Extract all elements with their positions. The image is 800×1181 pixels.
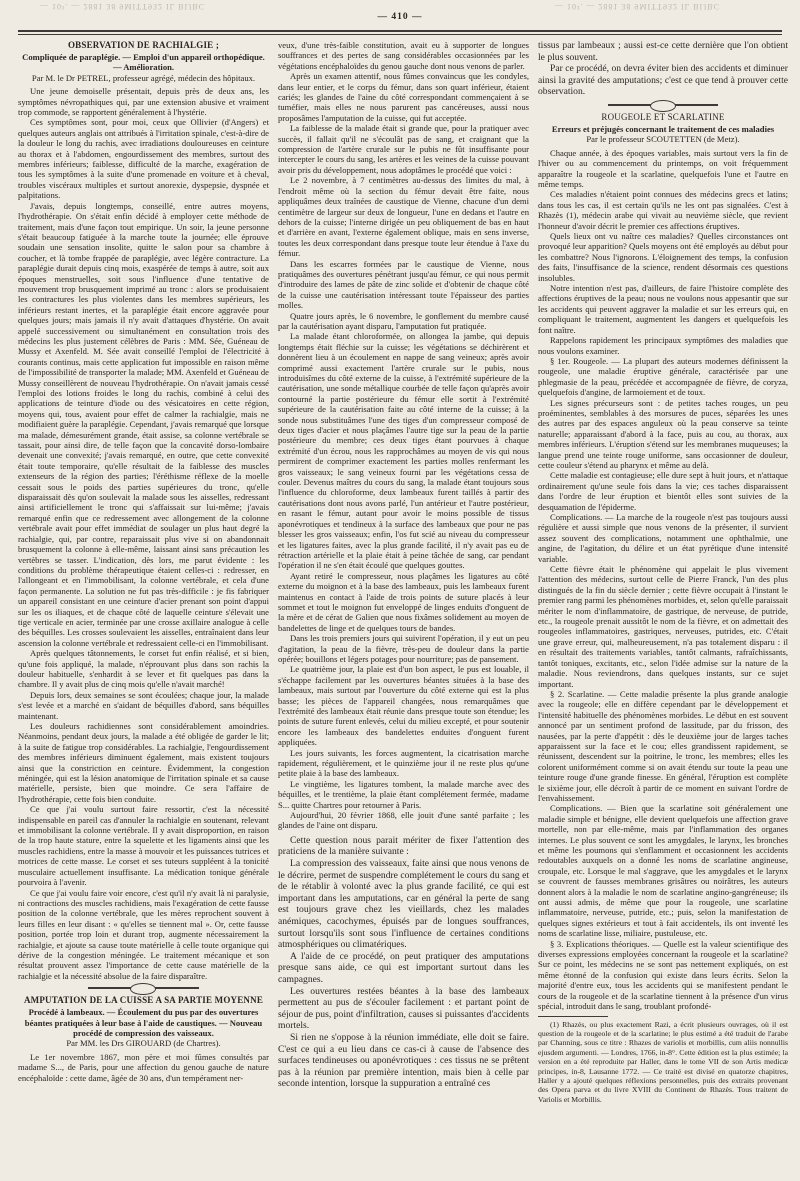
paragraph: Rappelons rapidement les principaux symptômes des maladies que nous voulons examiner. [538,335,788,356]
paragraph: Le 2 novembre, à 7 centimètres au-dessus des limites du mal, à l'endroit même où la section du fémur devait être faite, nous appliquâmes deux traînées de caustique de Vienne, chacune d'un demi centimètre de largeur sur deux de longueur, l'une en dedans et l'autre en dehors de la cuisse; l'interne dirigée un peu obliquement de bas en haut et d'arrière en avant, l'externe également oblique, mais en sens inverse, toutes les deux correspondant dans presque toute leur étendue à l'axe du fémur. [278,175,529,259]
paragraph: veux, d'une très-faible constitution, avait eu à supporter de longues souffrances et des pertes de sang considérables occasionnées par les végétations encéphaloïdes du genou gauche dont nous venons de parler. [278,40,529,71]
paragraph: Le 1er novembre 1867, mon père et moi fûmes consultés par madame S..., de Paris, pour une affection du genou gauche de nature encéphaloïde : cette dame, âgée de 30 ans, d'un tempérament ner- [18,1051,269,1083]
paragraph: Une jeune demoiselle présentait, depuis près de deux ans, les symptômes névropathiques qui, par une extension abusive et vraiment trop commode, se rapportent généralement à l'hystérie. [18,86,269,118]
paragraph: Ce que j'ai voulu surtout faire ressortir, c'est la nécessité indispensable en pareil cas d'annuler la rachialgie en soutenant, relevant et immobilisant la colonne vertébrale. Il y avait disproportion, en raison de la trop haute stature, entre la squelette et les ligaments ainsi que les muscles rachidiens, entre la masse à mouvoir et les puissances tutrices et motrices de cette masse. Le corset et ses tuteurs suppléent à la tonicité musculaire actuellement insuffisante. La médication tonique générale pourvoira à l'avenir. [18,804,269,888]
article-subtitle: Procédé à lambeaux. — Écoulement du pus par des ouvertures béantes pratiquées à leur base à l'aide de caustiques. — Nouveau procédé de compression des vaisseaux. [24,1007,263,1038]
article-title: AMPUTATION DE LA CUISSE A SA PARTIE MOYENNE [23,995,264,1006]
footnote-rule [538,1016,608,1017]
paragraph: § 1er. Rougeole. — La plupart des auteurs modernes définissent la rougeole, une maladie éruptive générale, caractérisée par une phlegmasie de la peau, précédée et accompagnée de fièvre, de coryza, quelquefois d'angine, de larmoiement et de toux. [538,355,788,398]
paragraph: Quatre jours après, le 6 novembre, le gonflement du membre causé par la cautérisation ayant disparu, l'amputation fut pratiquée. [278,310,529,331]
separator-ornament [538,100,788,110]
paragraph: § 3. Explications théoriques. — Quelle est la valeur scientifique des diverses expressions employées concernant la rougeole et la scarlatine? Sur ce point, les médecins ne se sont pas nettement expliqués, on est même étonné de la confusion qui existe dans leurs écrits. Selon la majorité d'entre eux, tous les accidents qui se manifestent pendant le cours de la rougeole et de la scarlatine tiennent à la présence d'un virus spécial, introduit dans le sang, troublant profondé- [538,938,788,1012]
paragraph: Complications. — La marche de la rougeole n'est pas toujours aussi régulière et aussi simple que nous venons de la présenter, il survient assez souvent des complications, notamment une ophthalmie, une angine, de l'agitation, du délire et un état pyrétique d'une intensité variable. [538,512,788,564]
column-2 [278,40,529,1175]
paragraph: La compression des vaisseaux, faite ainsi que nous venons de le décrire, permet de suspendre complétement le cours du sang et de le rétablir à volonté avec la plus grande facilité, ce qui est important dans les amputations, car en général la perte de sang est toujours grave chez les vieillards, chez les malades anémiques, cacochymes, épuisés par de longues souffrances, surtout lorsqu'ils sont sous l'influence de certaines conditions atmosphériques ou climatériques. [278,858,529,951]
paragraph: Cette fièvre était le phénomène qui appelait le plus vivement l'attention des médecins, surtout celle de Pierre Franck, l'un des plus distingués de la fin du siècle dernier ; cette fièvre occupait à l'instant le premier rang parmi les phénomènes morbides, et, selon qu'elle paraissait mériter le nom d'inflammatoire, de gastrique, de nerveuse, de putride, etc., la rougeole prenait aussitôt le nom de la fièvre, et on admettait des rougeoles inflammatoires, gastriques, nerveuses, putrides, etc. C'était une grave erreur, qui, malheureusement, n'a pas totalement disparu : il en résultait des traitements variables, tantôt calmants, rafraîchissants, tantôt toniques, excitants, etc., selon l'idée admise sur la nature de la maladie. Nous reviendrons, dans quelques instants, sur ce sujet important. [538,564,788,689]
footnote: (1) Rhazès, ou plus exactement Razi, a écrit plusieurs ouvrages, où il est question de la rougeole et de la scarlatine; le plus estimé a été traduit de l'arabe par Channing, sous ce titre : Rhazes de variolis et morbillis, cum aliis nonnullis ejusdem argumenti. — Londres, 1766, in-8°. Cette édition est la plus estimée; la version en a été reproduite par Haller, dans le tome VII de son Artis medicæ principes, in-8, Lausanne 1772. — Ce traité est divisé en quatorze chapitres, Haller y a ajouté quelques réflexions personnelles, puis des extraits provenant des Opera parva et du livre XVIII du Continent de Rhazès. Tous traitent de Variolis et Morbillis. [538,1019,788,1104]
paragraph: Cette maladie est contagieuse; elle dure sept à huit jours, et n'attaque ordinairement qu'une seule fois dans la vie; ces taches disparaissent dans l'ordre de leur éruption et bientôt elles sont suivies de la desquamation de l'épiderme. [538,470,788,512]
page-number: — 410 — [377,12,423,22]
paragraph: Ayant retiré le compresseur, nous plaçâmes les ligatures au côté externe du moignon et à la base des lambeaux, puis les lambeaux furent maintenus en contact à l'aide de trois points de suture placés à leur sommet et tout le moignon fut enveloppé de linges enduits d'onguent de la mère et de cérat de Galien que nous fixâmes solidement au moyen de bandelettes de linge et de quelques tours de bandes. [278,570,529,633]
paragraph: Dans les escarres formées par le caustique de Vienne, nous pratiquâmes des ouvertures pénétrant jusqu'au fémur, ce qui nous permit d'introduire des lames de pâte de zinc solide et d'obtenir de chaque côté de la cuisse une cautérisation intéressant toute l'épaisseur des parties molles. [278,258,529,311]
paragraph: Cette question nous parait mériter de fixer l'attention des praticiens de la manière suivante : [278,834,529,858]
paragraph: tissus par lambeaux ; aussi est-ce cette dernière que l'on obtient le plus souvent. [538,40,788,63]
article-title: OBSERVATION DE RACHIALGIE ; [67,40,220,50]
paragraph: Après un examen attentif, nous fûmes convaincus que les condyles, dans leur entier, et le corps du fémur, dans son quart inférieur, étaient cariés; les glandes de l'aine du côté correspondant commençaient à se tuméfier, mais elles ne nous parurent pas cancéreuses, aussi nous proposâmes l'amputation de la cuisse, qui fut acceptée. [278,71,529,123]
paragraph: Les ouvertures restées béantes à la base des lambeaux permettent au pus de s'écouler facilement : et partant point de séjour de pus, point d'infiltration, causes si puissantes d'accidents mortels. [278,985,529,1032]
paragraph: Si rien ne s'oppose à la réunion immédiate, elle doit se faire. C'est ce qui a eu lieu dans ce cas-ci à cause de l'absence des surfaces tendineuses ou aponévrotiques : ces tissus ne se prêtent pas à la réunion par première intention, mais bien à celle par seconde intention, lorsque la suppuration a entraîné ces [278,1031,529,1090]
paragraph: Les jours suivants, les forces augmentent, la cicatrisation marche rapidement, régulièrement, et le quinzième jour il ne reste plus qu'une petite plaie à la base des lambeaux. [278,747,529,779]
article-author: Par le professeur SCOUTETTEN (de Metz). [586,134,740,145]
paragraph: Complications. — Bien que la scarlatine soit généralement une maladie simple et bénigne, elle devient quelquefois une affection grave mortelle, non par elle-même, mais par l'inflammation des organes internes. Le plus souvent ce sont les amygdales, le larynx, les bronches et même les poumons qui s'enflamment et occasionnent les accidents redoutables auxquels on a donné les noms de scarlatine angineuse, croupale, etc. Lorsque le mal s'aggrave, que les amygdales et le larynx se couvrent de fausses membranes grisâtres ou noirâtres, les auteurs donnent alors à la maladie le nom de scarlatine angino-gangréneuse; ils ont aussi admis, de même que pour la rougeole, une scarlatine inflammatoire, nerveuse, putride, etc.; puis, selon la manifestation de quelques signes extérieurs et tout à fait accidentels, ils ont inventé les noms de scarlatine lisse, miliaire, pustuleuse, etc. [538,803,788,939]
column-3 [538,40,788,1175]
article-subtitle: Compliquée de paraplégie. — Emploi d'un appareil orthopédique. — Amélioration. [22,52,265,73]
paragraph: Ces symptômes sont, pour moi, ceux que Ollivier (d'Angers) et quelques auteurs anglais ont attribués à l'irritation spinale, c'est-à-dire de la douleur le long du rachis, avec irradiations douloureuses en ceinture au thorax et à l'abdomen, engourdissement des membres, surtout des membres inférieurs; faiblesse, difficulté de la marche, exagération de tous les symptômes à la suite d'une promenade en voiture et à cheval, troubles viscéraux multiples et surtout anorexie, dyspepsie, dyspnée et palpitations. [18,117,269,201]
show-through-text: — 10². — 2881 38 9MITT932 IL BIJBC — 10². — 2881 38 9MITT932 IL BIJBC [40,2,720,11]
paragraph: Aujourd'hui, 20 février 1868, elle jouit d'une santé parfaite ; les glandes de l'aine ont disparu. [278,810,529,831]
article-author: Par M. le Dr PETREL, professeur agrégé, médecin des hôpitaux. [31,72,256,83]
paragraph: Les douleurs rachidiennes sont considérablement amoindries. Néanmoins, pendant deux jours, la malade a été obligée de garder le lit; à la suite de fatigue trop considérables. La rachialgie, l'engourdissement des membres inférieurs diminuent également, mais existent toujours ainsi que la constriction en ceinture. Évidemment, la congestion méningée, qui est la lésion anatomique de l'irritation spinale et sa cause matérielle, persiste, bien que moindre. Ce sera l'affaire de l'hydrothérapie, cette fois bien conduite. [18,721,269,804]
paragraph: Les signes précurseurs sont : de petites taches rouges, un peu proéminentes, semblables à des morsures de puces, séparées les unes des autres par des espaces anguleux où la peau conserve sa teinte naturelle; apparaissant d'abord à la face, puis au cou, au thorax, aux membres inférieurs. L'éruption s'étend sur les membranes muqueuses; la langue prend une teinte rouge uniforme, sans occasionner de douleur, cette couleur s'étend au pharynx et même au delà. [538,397,788,470]
paragraph: Dans les trois premiers jours qui suivirent l'opération, il y eut un peu d'agitation, la peau de la fièvre, très-peu de douleur dans la partie opérée; bouillons et légers potages pour nourriture; pas de pansement. [278,633,529,664]
paragraph: § 2. Scarlatine. — Cette maladie présente la plus grande analogie avec la rougeole; elle en diffère cependant par le développement et l'intensité habituelle des phénomènes morbides. Le début en est souvent annoncé par un sentiment profond de lassitude, par du frisson, des nausées, par la perte d'appétit : dès le deuxième jour de larges taches apparaissent sur la face et le cou; elles grandissent rapidement, se réunissent, descendent sur la poitrine, le tronc, les membres; elles les colorent uniformément comme si on avait étendu sur toute la peau une teinture rouge d'une grande finesse. En général, l'éruption est complète le sixième jour, elle décroît à partir de ce moment en suivant l'ordre de l'envahissement. [538,688,788,803]
paragraph: Chaque année, à des époques variables, mais surtout vers la fin de l'hiver ou au commencement du printemps, on voit fréquemment apparaître la rougeole et la scarlatine, quelquefois l'une et l'autre en même temps. [538,147,788,189]
header-rule-thin [18,34,782,35]
article-title: ROUGEOLE ET SCARLATINE [601,111,725,122]
paragraph: Le vingtième, les ligatures tombent, la malade marche avec des béquilles, et le trentième, la plaie étant complétement fermée, madame S... quitte Chartres pour retourner à Paris. [278,778,529,810]
paragraph: Ces maladies n'étaient point connues des médecins grecs et latins; dans tous les cas, il est certain qu'ils ne les ont pas signalées. C'est à Rhazès (1), médecin arabe qui vivait au neuvième siècle, que revient l'honneur d'avoir décrit le premier ces affections éruptives. [538,189,788,231]
paragraph: Après quelques tâtonnements, le corset fut enfin réalisé, et si bien, qu'une fois appliqué, la malade, n'éprouvant plus dans son rachis la douleur habituelle, s'enhardit à se lever et fit quelques pas dans la chambre. Il y avait plus de cinq mois qu'elle n'avait marché! [18,648,269,690]
paragraph: Ce que j'ai voulu faire voir encore, c'est qu'il n'y avait là ni paralysie, ni contractions des muscles rachidiens, mais l'exagération de cette fausse position de la colonne vertébrale, que les mères reprochent souvent à leurs filles en leur disant : « qu'elles se tiennent mal ». Or, cette fausse position, portée trop loin et durant trop, augmente nécessairement la rachialgie, et ajoute sa cause toute matérielle à celle toute organique qui dérive de la congestion méningée. Le traitement mécanique et son résultat prouvent assez l'importance de cette cause matérielle de la rachialgie et la nécessité absolue de la faire disparaître. [18,887,269,981]
separator-ornament [18,983,269,993]
page-header [20,12,780,28]
paragraph: Notre intention n'est pas, d'ailleurs, de faire l'histoire complète des affections éruptives de la peau; nous ne voulons nous appesantir que sur les accidents qui peuvent aggraver la maladie et sur les erreurs qui, en compliquant le traitement, augmentent les dangers et quelquefois les font naître. [538,283,788,335]
article-author: Par MM. les Drs GIROUARD (de Chartres). [66,1038,221,1049]
paragraph: Depuis lors, deux semaines se sont écoulées; chaque jour, la malade s'est levée et a marché en s'aidant de béquilles d'abord, sans béquilles maintenant. [18,689,269,721]
paragraph: La malade étant chloroformée, on allongea la jambe, qui depuis longtemps était fléchie sur la cuisse; les végétations se déchirèrent et donnèrent lieu à un écoulement en nappe de sang veineux; après avoir comprimé aussi exactement l'artère crurale sur le pubis, nous introduisîmes du côté externe de la cuisse, à l'extrémité supérieure de la cautérisation, une sonde métallique courbée de telle façon qu'après avoir contourné la partie postérieure du fémur elle sortit à l'extrémité supérieure de la cautérisation faite au côté interne de la cuisse; à la sonde nous substituâmes l'une des tiges d'un compresseur composé de deux tiges d'acier et nous plaçâmes l'autre tige sur la peau de la partie postérieure du membre; ces deux tiges étant pourvues à chaque extrémité d'un écrou, nous les rapprochâmes au moyen de vis qui nous permirent de comprimer exactement les parties molles renfermant les gros vaisseaux; le sang veineux fourni par les végétations cessa de couler. Devenus maîtres du cours du sang, la malade étant toujours sous l'influence du chloroforme, deux lambeaux furent taillés à partir des cautérisations dont nous avons parlé, l'un antérieur et l'autre postérieur, en rasant le fémur, autant pour avoir le moins possible de tissus aponévrotiques et tendineux à la surface des lambeaux que pour ne pas blesser les gros vaisseaux; enfin, l'os fut scié au niveau du compresseur et les ligatures faites, avec la plus grande facilité, il n'y avait pas eu de rétraction artérielle et la plaie était à peine tâchée de sang, car pendant l'opération il ne s'en était écoulé que quelques gouttes. [278,331,529,571]
column-1 [18,40,269,1175]
header-rule [18,30,782,32]
paragraph: J'avais, depuis longtemps, conseillé, entre autres moyens, l'hydrothérapie. On s'était enfin décidé à employer cette méthode de traitement, mais d'une façon tout empirique. Un soir, la jeune personne s'était beaucoup fatiguée à la marche toute la journée; elle éprouve soudain une sensation insolite, quitte le salon pour sa chambre à coucher, et là tombe frappée de paraplégie, avec légère contracture. La paraplégie durait depuis cinq mois, exaspérée de temps à autre, soit aux époques menstruelles, soit sous l'influence d'une tentative de mouvement trop brusquement imprimé au tronc : alors se produisaient les contractures les plus violentes dans les membres supérieurs, les inférieurs restant inertes, et la paraplégie était encore aggravée pour quelques jours; mais jamais il n'y avait d'attaques d'hystérie. On avait appelé successivement ou simultanément en consultation trois des médecins les plus justement célèbres de Paris : MM. Sée, Guéneau de Mussy et Axenfeld. M. Sée avait conseillé l'emploi de l'électricité à courants continus, mais cette application fut impossible en raison même de l'impossibilité de transporter la malade; MM. Axenfeld et Guéneau de Mussy conseillèrent de nouveau l'hydrothérapie. On n'avait jamais cessé l'emploi des lotions froides le long du rachis, combiné à celui des applications de teinture d'iode ou des vésicatoires en cette région, moyens qui, tous, avaient pour effet de calmer la rachialgie, mais ne modifiaient guère la paraplégie. Cependant, j'avais remarqué que lorsque ma malade, démesurément grande, était assise, sa colonne vertébrale se tassait, pour ainsi dire, de telle façon que la concavité dorso-lombaire devenait une convexité; j'avais remarqué, en outre, que cette convexité était toute temporaire, qu'elle résultait de la faiblesse des muscles extenseurs de la région des parties; l'éréthisme réflexe de la moelle cessait sous le poids des parties supérieures du tronc, qu'elle disparaissait dès qu'on soulevait la malade sous les aisselles, redressant ainsi artificiellement le tronc qui s'affaissait sur lui-même; j'avais remarqué enfin que ce redressement avec allongement de la colonne vertébrale avait pour effet immédiat de soulager un plus haut degré la rachialgie, qui, par contre, reparaissait plus vive si on abandonnait brusquement la colonne à elle-même, laissant ainsi sans précaution les vertèbres se tasser. L'indication, dès lors, me parut évidente : les conditions du problème thérapeutique étaient celles-ci : redresser, en l'allongeant et en l'immobilisant, la colonne vertébrale, et cela d'une façon permanente. La solution ne fut pas très-difficile : je fis fabriquer un appareil consistant en une ceinture d'acier prenant son point d'appui sur les os iliaques, et de chaque côté de laquelle ceinture s'élevait une tige verticale en acier, terminée par une crosse axillaire analogue à celle des béquilles. Les crosses soulevaient les aisselles, entraînaient dans leur ascension la colonne vertébrale et redressaient celle-ci en l'immobilisant. [18,200,269,648]
article-subtitle: Erreurs et préjugés concernant le traitement de ces maladies [551,123,775,134]
paragraph: A l'aide de ce procédé, on peut pratiquer des amputations presque sans aide, ce qui est important surtout dans les campagnes. [278,950,529,985]
paragraph: Par ce procédé, on devra éviter bien des accidents et diminuer ainsi la gravité des amputations; c'est ce que tend à prouver cette observation. [538,63,788,98]
paragraph: La faiblesse de la malade était si grande que, pour la pratiquer avec succès, il fallait qu'il ne s'écoulât pas de sang, et craignant que la compression de l'artère crurale sur le pubis ne fût insuffisante pour intercepter le cours du sang, les artères et les veines de la cuisse pouvant avoir pris du développement, nous adoptâmes le procédé que voici : [278,123,529,175]
paragraph: Quels lieux ont vu naître ces maladies? Quelles circonstances ont provoqué leur apparition? Quels moyens ont été employés au début pour les combattre? Nous l'ignorons. L'éloignement des temps, la confusion des faits, l'insuffisance de la science, rendent désormais ces questions insolubles. [538,231,788,283]
paragraph: Le quatrième jour, la plaie est d'un bon aspect, le pus est louable, il s'échappe facilement par les ouvertures béantes situées à la base des lambeaux, mais surtout par l'ouverture du côté externe qui est la plus basse; les pièces de l'appareil changées, nous remarquâmes que l'extrémité des lambeaux était réunie dans presque toute son étendue; les points de suture furent enlevés, celui du milieu excepté, et pour soutenir encore les lambeaux des bandelettes enduites d'onguent furent appliquées. [278,664,529,748]
